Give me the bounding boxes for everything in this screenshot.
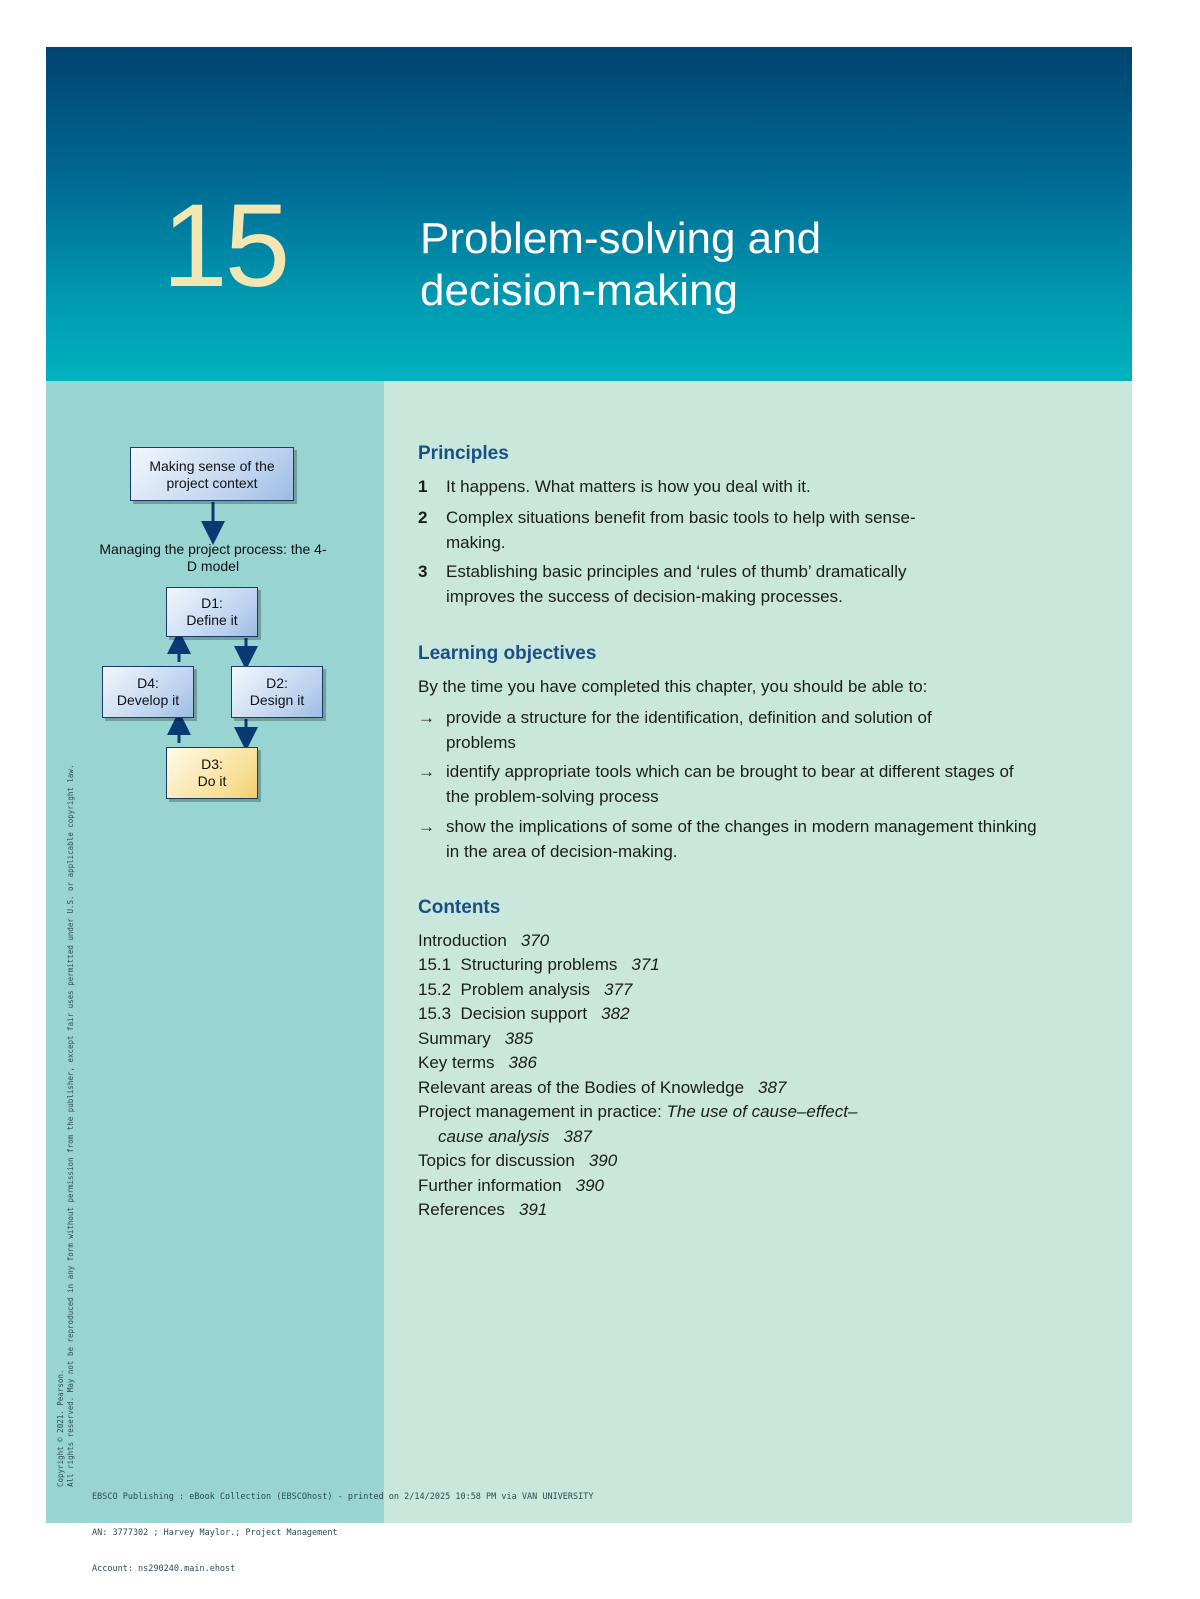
d2-label: Design it [249, 692, 305, 708]
copyright-notice [56, 387, 76, 1487]
toc-entry[interactable] [418, 1149, 617, 1174]
toc-page: 386 [508, 1053, 537, 1072]
objective-text: provide a structure for the identification, definition and solution of problems [446, 708, 932, 752]
toc-entry[interactable] [418, 953, 660, 978]
context-box-label: Making sense of the project context [149, 458, 275, 491]
toc-page: 385 [504, 1029, 534, 1048]
toc-page: 391 [518, 1200, 548, 1219]
d1-code: D1: [201, 595, 223, 611]
toc-page: 371 [631, 955, 660, 974]
toc-entry[interactable] [418, 1051, 537, 1076]
d1-label: Define it [186, 612, 238, 628]
copyright-line-2: All rights reserved. May not be reproduced in any form without permission from the publisher, except fair uses permitted under U.S. or applicable copyright law. [66, 764, 75, 1487]
toc-entry[interactable] [418, 1198, 547, 1223]
arrow-icon: → [418, 708, 435, 727]
toc-label: Key terms [418, 1053, 495, 1072]
toc-page: 387 [758, 1078, 787, 1097]
toc-label: Summary [418, 1029, 491, 1048]
chapter-title-line-1: Problem-solving and [420, 214, 822, 263]
toc-label: 15.1 Structuring problems [418, 955, 618, 974]
toc-page: 382 [601, 1004, 630, 1023]
objectives-intro: By the time you have completed this chapter, you should be able to: [418, 677, 928, 696]
principle-text: Establishing basic principles and ‘rules of thumb’ dramatically improves the success of decision-making processes. [446, 562, 907, 606]
principle-text: Complex situations benefit from basic tools to help with sense-making. [446, 508, 916, 552]
d4-code: D4: [137, 675, 159, 691]
toc-label: Project management in practice: [418, 1102, 667, 1121]
d4-label: Develop it [116, 692, 180, 708]
toc-entry[interactable] [418, 1076, 786, 1101]
toc-entry[interactable] [418, 978, 632, 1003]
d3-box [166, 747, 258, 799]
ebsco-line-3: Account: ns290240.main.ehost [92, 1564, 236, 1574]
toc-label: Topics for discussion [418, 1151, 575, 1170]
objective-text: identify appropriate tools which can be brought to bear at different stages of the problem-solving process [446, 762, 1014, 806]
contents-heading: Contents [418, 897, 501, 918]
d3-code: D3: [201, 756, 223, 772]
toc-page: 377 [603, 980, 633, 999]
arrow-icon: → [418, 817, 435, 836]
copyright-line-1: Copyright © 2021. Pearson. [56, 1369, 65, 1487]
toc-label: 15.3 Decision support [418, 1004, 588, 1023]
principle-number: 3 [418, 562, 428, 581]
principles-heading: Principles [418, 443, 509, 464]
d2-code: D2: [266, 675, 288, 691]
objective-text: show the implications of some of the changes in modern management thinking in the area of decision-making. [446, 817, 1037, 861]
toc-page: 370 [520, 931, 550, 950]
ebsco-line-1: EBSCO Publishing : eBook Collection (EBSCOhost) - printed on 2/14/2025 10:58 PM via VAN UNIVERSITY [92, 1492, 594, 1502]
toc-practice-title-1: The use of cause–effect– [666, 1102, 858, 1121]
ebsco-line-2: AN: 3777302 ; Harvey Maylor.; Project Management [92, 1528, 338, 1538]
principle-number: 2 [418, 508, 428, 527]
ebsco-footer [92, 1467, 594, 1599]
arrow-icon: → [418, 762, 435, 781]
d2-box [231, 666, 323, 718]
d1-box [166, 587, 258, 637]
toc-entry-practice[interactable] [418, 1100, 857, 1125]
principle-number: 1 [418, 477, 428, 496]
toc-entry[interactable] [418, 1027, 533, 1052]
toc-page: 390 [575, 1176, 604, 1195]
toc-entry[interactable] [418, 929, 549, 954]
chapter-number: 15 [162, 180, 288, 312]
context-box [130, 447, 294, 501]
chapter-title [420, 213, 821, 317]
toc-entry[interactable] [418, 1174, 604, 1199]
toc-page: 387 [563, 1127, 592, 1146]
toc-label: References [418, 1200, 505, 1219]
toc-entry[interactable] [418, 1002, 630, 1027]
principle-text: It happens. What matters is how you deal with it. [446, 477, 811, 496]
page [46, 47, 1132, 1574]
toc-practice-title-2: cause analysis [438, 1127, 550, 1146]
chapter-title-line-2: decision-making [420, 266, 738, 315]
process-label: Managing the project process: the 4-D model [99, 541, 327, 574]
d3-label: Do it [197, 773, 227, 789]
toc-label: Further information [418, 1176, 562, 1195]
toc-page: 390 [588, 1151, 618, 1170]
toc-entry-practice-cont[interactable] [438, 1125, 592, 1150]
toc-label: 15.2 Problem analysis [418, 980, 590, 999]
d4-box [102, 666, 194, 718]
objectives-heading: Learning objectives [418, 643, 597, 664]
toc-label: Introduction [418, 931, 507, 950]
toc-label: Relevant areas of the Bodies of Knowledge [418, 1078, 745, 1097]
